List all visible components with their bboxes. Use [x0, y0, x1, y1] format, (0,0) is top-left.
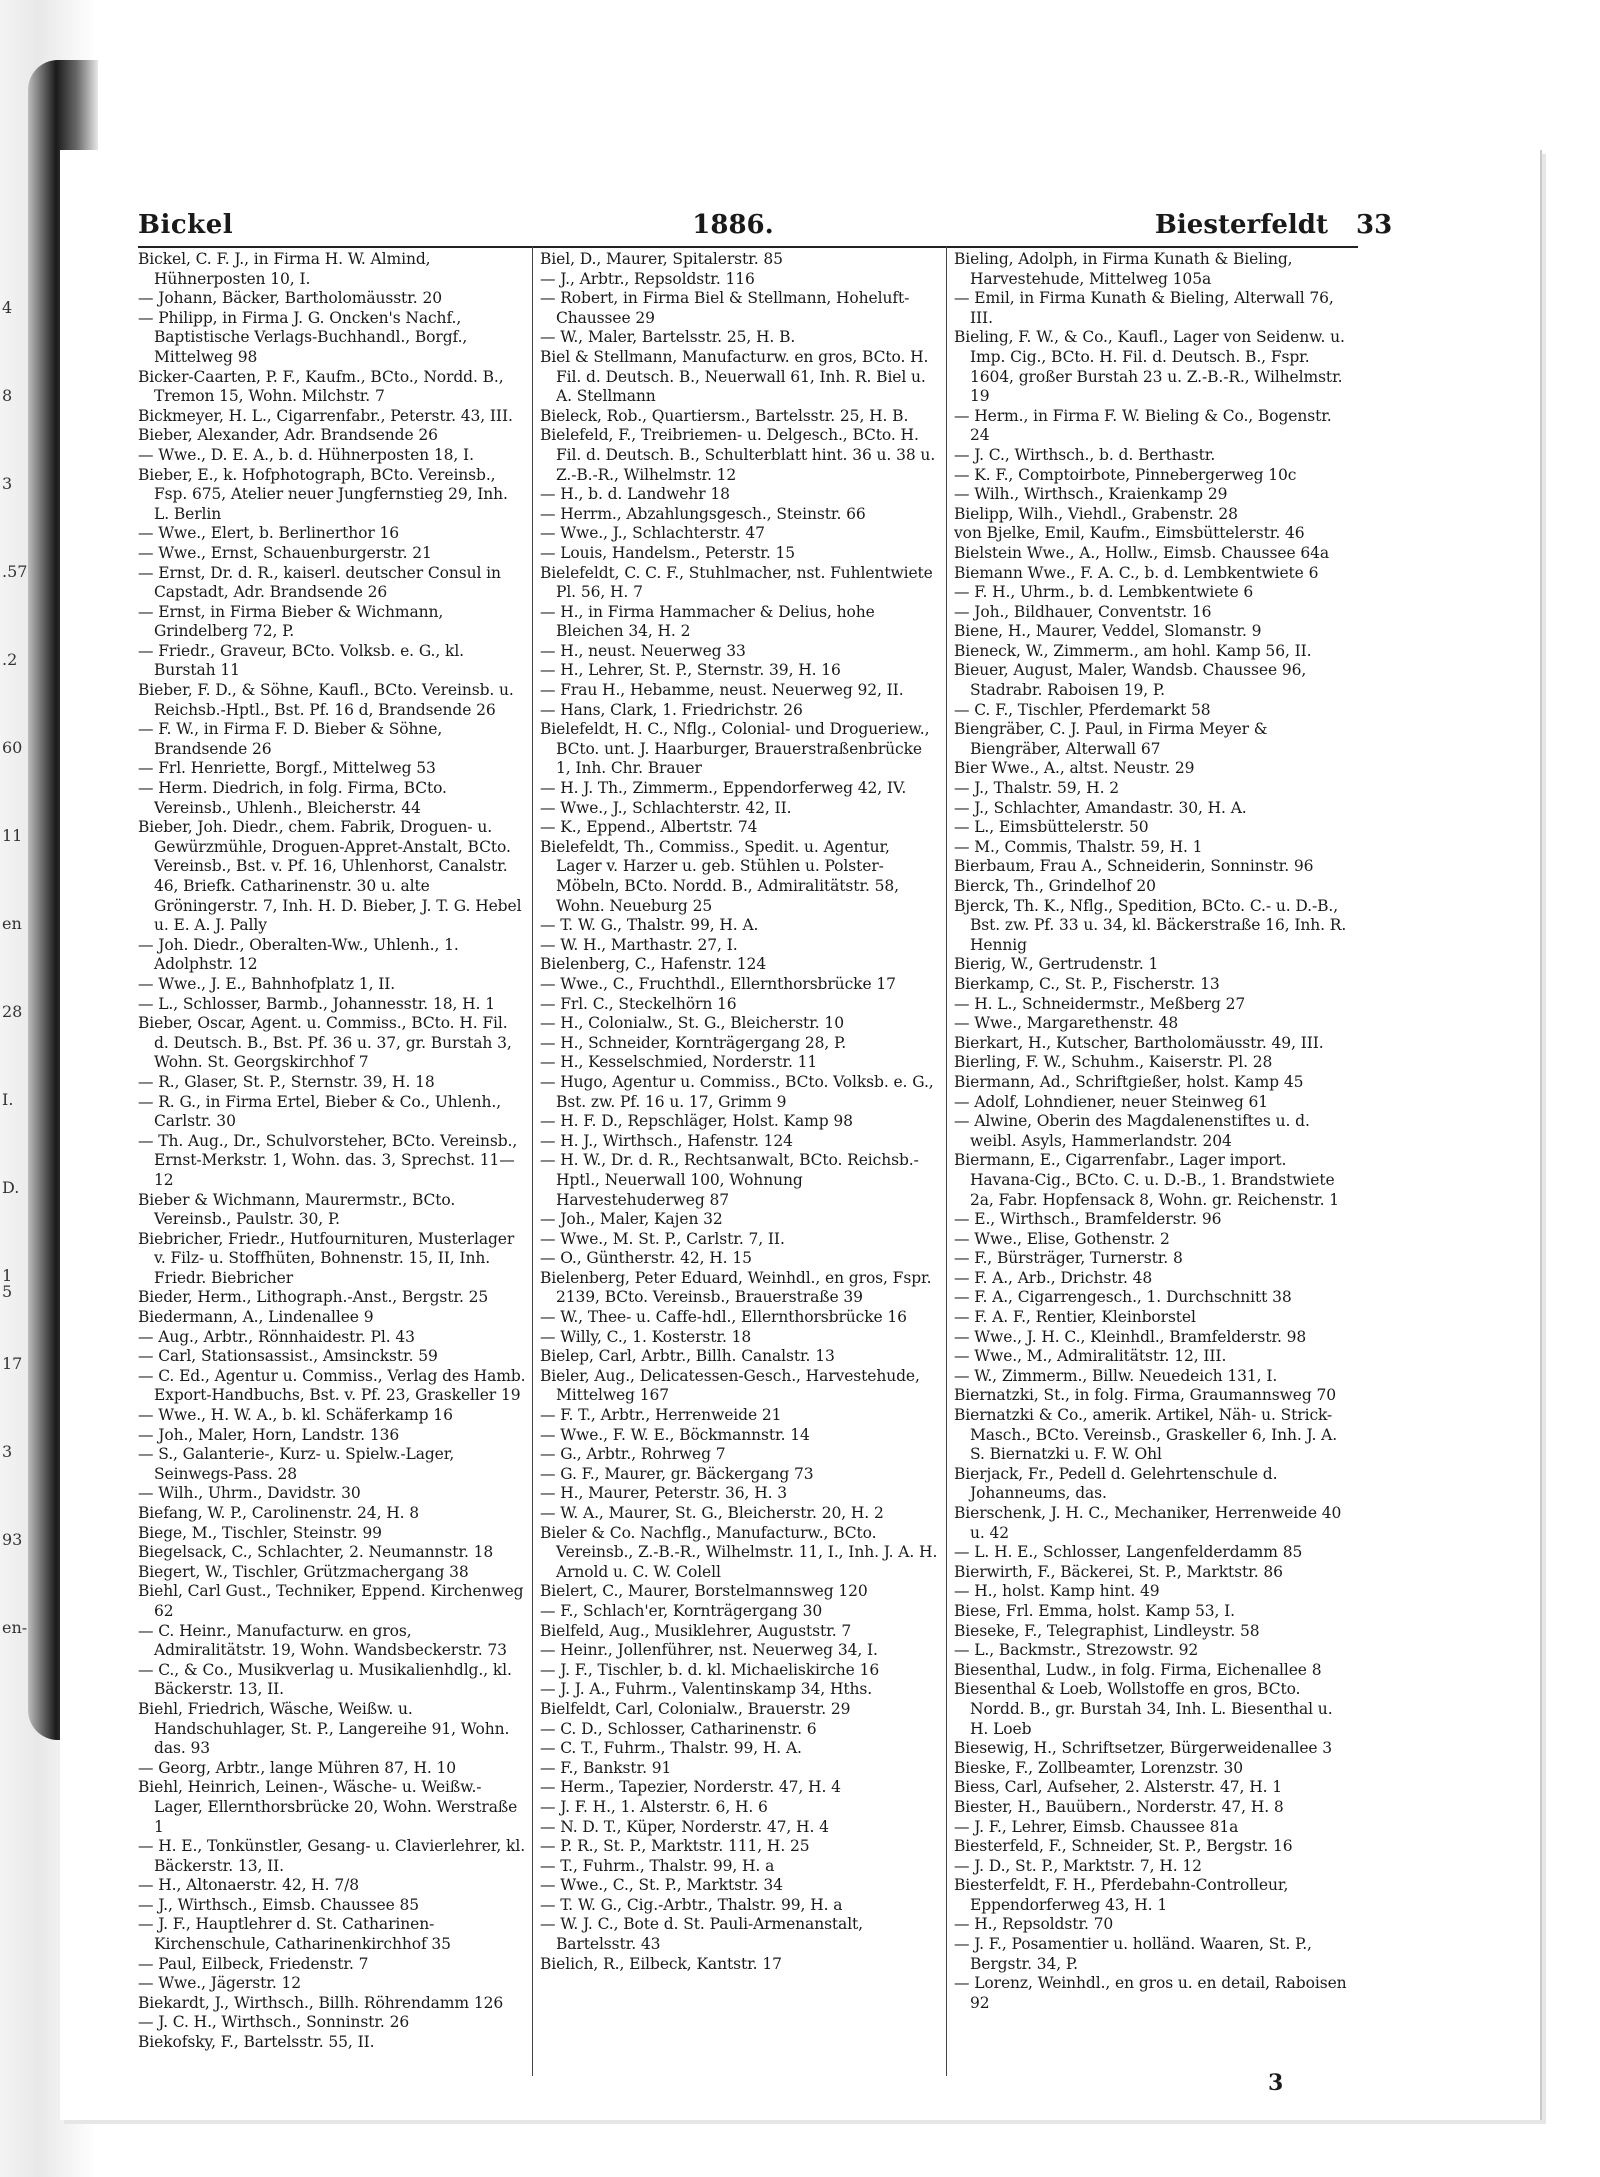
directory-entry: Biermann, E., Cigarrenfabr., Lager import. Havana-Cig., BCto. C. u. D.-B., 1. Brandstwiete 2a, Fabr. Hopfensack 8, Wohn. gr. Reichenstr. 1: [954, 1151, 1339, 1209]
directory-entry: — Joh., Maler, Kajen 32: [540, 1210, 723, 1229]
directory-entry: — H. L., Schneidermstr., Meßberg 27: [954, 994, 1246, 1013]
directory-entry: — Georg, Arbtr., lange Mühren 87, H. 10: [138, 1758, 457, 1777]
directory-entry: Bicker-Caarten, P. F., Kaufm., BCto., Nordd. B., Tremon 15, Wohn. Milchstr. 7: [138, 367, 504, 406]
directory-entry: Bieuer, August, Maler, Wandsb. Chaussee 96, Stadrabr. Raboisen 19, P.: [954, 661, 1307, 700]
directory-entry: — Heinr., Jollenführer, nst. Neuerweg 34, I.: [540, 1641, 878, 1660]
directory-entry: Biekardt, J., Wirthsch., Billh. Röhrendamm 126: [138, 1993, 504, 2012]
directory-entry: Bieber, Alexander, Adr. Brandsende 26: [138, 426, 438, 445]
directory-entry: — Frl. C., Steckelhörn 16: [540, 994, 737, 1013]
directory-entry: — Aug., Arbtr., Rönnhaidestr. Pl. 43: [138, 1327, 415, 1346]
directory-entry: — J. F. H., 1. Alsterstr. 6, H. 6: [540, 1797, 768, 1816]
directory-entry: Bielep, Carl, Arbtr., Billh. Canalstr. 13: [540, 1347, 835, 1366]
directory-entry: — Wwe., J., Schlachterstr. 42, II.: [540, 798, 792, 817]
directory-entry: Bielich, R., Eilbeck, Kantstr. 17: [540, 1954, 782, 1973]
directory-entry: — J. F., Posamentier u. holländ. Waaren, St. P., Bergstr. 34, P.: [954, 1935, 1312, 1973]
directory-entry: Biekofsky, F., Bartelsstr. 55, II.: [138, 2033, 375, 2052]
directory-entry: — W. J. C., Bote d. St. Pauli-Armenanstalt, Bartelsstr. 43: [540, 1915, 864, 1954]
directory-entry: — Th. Aug., Dr., Schulvorsteher, BCto. Vereinsb., Ernst-Merkstr. 1, Wohn. das. 3, Sprechst. 11—12: [138, 1131, 518, 1189]
directory-entry: — T., Fuhrm., Thalstr. 99, H. a: [540, 1856, 775, 1875]
directory-entry: — J. F., Lehrer, Eimsb. Chaussee 81a: [954, 1817, 1239, 1836]
directory-entry: — C. F., Tischler, Pferdemarkt 58: [954, 700, 1211, 719]
directory-entry: — C. Heinr., Manufacturw. en gros, Admiralitätstr. 19, Wohn. Wandsbeckerstr. 73: [138, 1621, 507, 1660]
directory-entry: Biene, H., Maurer, Veddel, Slomanstr. 9: [954, 622, 1262, 641]
directory-entry: — F., Schlach'er, Kornträgergang 30: [540, 1601, 823, 1620]
edge-mark: 17: [2, 1354, 23, 1373]
directory-entry: — Hugo, Agentur u. Commiss., BCto. Volksb. e. G., Bst. zw. Pf. 16 u. 17, Grimm 9: [540, 1072, 934, 1111]
directory-entry: — Wwe., Ernst, Schauenburgerstr. 21: [138, 543, 432, 562]
directory-entry: — J. D., St. P., Marktstr. 7, H. 12: [954, 1856, 1202, 1875]
directory-entry: — Robert, in Firma Biel & Stellmann, Hoheluft-Chaussee 29: [540, 289, 910, 327]
directory-entry: — Hans, Clark, 1. Friedrichstr. 26: [540, 700, 803, 719]
edge-mark: 3: [2, 1442, 13, 1461]
directory-entry: — J. J. A., Fuhrm., Valentinskamp 34, Hths.: [540, 1680, 873, 1699]
directory-entry: Bielefeld, F., Treibriemen- u. Delgesch., BCto. H. Fil. d. Deutsch. B., Schulterblatt hint. 36 u. 38 u. Z.-B.-R., Wilhelmstr. 12: [540, 426, 936, 484]
directory-entry: Bickmeyer, H. L., Cigarrenfabr., Peterstr. 43, III.: [138, 406, 513, 425]
directory-entry: Biernatzki, St., in folg. Firma, Graumannsweg 70: [954, 1386, 1337, 1405]
directory-entry: — R. G., in Firma Ertel, Bieber & Co., Uhlenh., Carlstr. 30: [138, 1092, 502, 1131]
signature-mark: 3: [1268, 2070, 1284, 2096]
directory-entry: Biesenthal, Ludw., in folg. Firma, Eichenallee 8: [954, 1660, 1322, 1679]
directory-entry: Bierwirth, F., Bäckerei, St. P., Marktstr. 86: [954, 1562, 1283, 1581]
directory-entry: — Carl, Stationsassist., Amsinckstr. 59: [138, 1347, 438, 1366]
directory-entry: — W. A., Maurer, St. G., Bleicherstr. 20, H. 2: [540, 1504, 884, 1522]
directory-entry: — Willy, C., 1. Kosterstr. 18: [540, 1327, 752, 1346]
directory-entry: — J., Schlachter, Amandastr. 30, H. A.: [954, 798, 1247, 817]
left-edge-marks: [2, 300, 26, 1700]
directory-entry: — H., Altonaerstr. 42, H. 7/8: [138, 1876, 359, 1895]
edge-mark: 28: [2, 1002, 23, 1021]
directory-entry: — Herm., in Firma F. W. Bieling & Co., Bogenstr. 24: [954, 406, 1332, 445]
directory-entry: — W. H., Marthastr. 27, I.: [540, 935, 738, 954]
directory-entry: — J. F., Tischler, b. d. kl. Michaeliskirche 16: [540, 1660, 880, 1679]
directory-entry: — O., Güntherstr. 42, H. 15: [540, 1249, 752, 1268]
directory-entry: — Herm. Diedrich, in folg. Firma, BCto. Vereinsb., Uhlenh., Bleicherstr. 44: [138, 779, 447, 817]
directory-entry: Bielert, C., Maurer, Borstelmannsweg 120: [540, 1582, 868, 1601]
directory-entry: — W., Thee- u. Caffe-hdl., Ellernthorsbrücke 16: [540, 1308, 907, 1327]
edge-mark: 93: [2, 1530, 23, 1549]
directory-entry: Biehl, Heinrich, Leinen-, Wäsche- u. Weißw.-Lager, Ellernthorsbrücke 20, Wohn. Werstraße 1: [138, 1778, 518, 1836]
directory-entry: — Wwe., C., St. P., Marktstr. 34: [540, 1876, 783, 1895]
directory-entry: — Wwe., J., Schlachterstr. 47: [540, 524, 765, 543]
directory-entry: — E., Wirthsch., Bramfelderstr. 96: [954, 1210, 1222, 1229]
directory-entry: Biehl, Carl Gust., Techniker, Eppend. Kirchenweg 62: [138, 1582, 524, 1620]
directory-entry: von Bjelke, Emil, Kaufm., Eimsbüttelerstr. 46: [954, 524, 1305, 543]
directory-entry: Bierschenk, J. H. C., Mechaniker, Herrenweide 40 u. 42: [954, 1504, 1342, 1542]
edge-mark: 11: [2, 826, 23, 845]
directory-entry: — H. F. D., Repschläger, Holst. Kamp 98: [540, 1112, 853, 1131]
directory-entry: Biehl, Friedrich, Wäsche, Weißw. u. Handschuhlager, St. P., Langereihe 91, Wohn. das. 93: [138, 1699, 510, 1758]
directory-entry: Bielefeldt, Th., Commiss., Spedit. u. Agentur, Lager v. Harzer u. geb. Stühlen u. Polster-Möbeln, BCto. Nordd. B., Admiralitätstr. 58, Wohn. Neueburg 25: [540, 837, 899, 915]
directory-entry: Bieseke, F., Telegraphist, Lindleystr. 58: [954, 1621, 1260, 1640]
directory-entry: — Frau H., Hebamme, neust. Neuerweg 92, II.: [540, 681, 904, 700]
directory-entry: Bierck, Th., Grindelhof 20: [954, 877, 1156, 895]
directory-entry: Biemann Wwe., F. A. C., b. d. Lembkentwiete 6: [954, 563, 1319, 582]
directory-entry: — C. Ed., Agentur u. Commiss., Verlag des Hamb. Export-Handbuchs, Bst. v. Pf. 23, Graskeller 19: [138, 1366, 526, 1405]
directory-entry: Bierkart, H., Kutscher, Bartholomäusstr. 49, III.: [954, 1033, 1324, 1052]
directory-entry: — Joh., Bildhauer, Conventstr. 16: [954, 602, 1212, 621]
edge-mark: en: [2, 914, 22, 933]
directory-entry: — H., neust. Neuerweg 33: [540, 641, 746, 660]
directory-entry: — Herm., Tapezier, Norderstr. 47, H. 4: [540, 1778, 841, 1797]
directory-entry: Biel, D., Maurer, Spitalerstr. 85: [540, 250, 783, 268]
directory-entry: Biesenthal & Loeb, Wollstoffe en gros, BCto. Nordd. B., gr. Burstah 34, Inh. L. Biesenthal u. H. Loeb: [954, 1680, 1333, 1738]
directory-entry: — G., Arbtr., Rohrweg 7: [540, 1445, 726, 1464]
directory-entry: Biesterfeld, F., Schneider, St. P., Bergstr. 16: [954, 1837, 1293, 1856]
directory-entry: — Wwe., J. H. C., Kleinhdl., Bramfelderstr. 98: [954, 1327, 1307, 1346]
edge-mark: 3: [2, 474, 13, 493]
directory-entry: Biese, Frl. Emma, holst. Kamp 53, I.: [954, 1601, 1235, 1620]
directory-entry: — Wilh., Wirthsch., Kraienkamp 29: [954, 485, 1228, 504]
directory-entry: Bielipp, Wilh., Viehdl., Grabenstr. 28: [954, 504, 1238, 523]
directory-entry: — C. T., Fuhrm., Thalstr. 99, H. A.: [540, 1739, 802, 1758]
directory-entry: — M., Commis, Thalstr. 59, H. 1: [954, 837, 1203, 856]
directory-entry: — H., Schneider, Kornträgergang 28, P.: [540, 1033, 847, 1052]
directory-entry: — Wwe., Elise, Gothenstr. 2: [954, 1229, 1170, 1248]
directory-entry: — Wwe., Jägerstr. 12: [138, 1974, 302, 1993]
directory-entry: Bielenberg, Peter Eduard, Weinhdl., en gros, Fspr. 2139, BCto. Vereinsb., Brauerstraße 39: [540, 1268, 932, 1307]
directory-entry: — H., Repsoldstr. 70: [954, 1915, 1114, 1934]
header-right-word: Biesterfeldt: [1154, 210, 1328, 240]
directory-entry: — T. W. G., Cig.-Arbtr., Thalstr. 99, H. a: [540, 1895, 843, 1914]
directory-entry: — Wwe., Margarethenstr. 48: [954, 1014, 1179, 1033]
page-content: [138, 210, 1518, 2130]
page-number: 33: [1356, 210, 1393, 240]
directory-entry: Biegert, W., Tischler, Grützmachergang 38: [138, 1562, 469, 1581]
directory-entry: — Wwe., Elert, b. Berlinerthor 16: [138, 524, 400, 543]
directory-entry: Biegelsack, C., Schlachter, 2. Neumannstr. 18: [138, 1543, 494, 1562]
directory-entry: — Friedr., Graveur, BCto. Volksb. e. G., kl. Burstah 11: [138, 641, 465, 680]
column-3: [954, 250, 1354, 2070]
edge-mark: 60: [2, 738, 23, 757]
directory-entry: — G. F., Maurer, gr. Bäckergang 73: [540, 1464, 814, 1483]
directory-entry: Bieber & Wichmann, Maurermstr., BCto. Vereinsb., Paulstr. 30, P.: [138, 1190, 456, 1229]
directory-entry: — J. F., Hauptlehrer d. St. Catharinen-Kirchenschule, Catharinenkirchhof 35: [138, 1915, 451, 1954]
directory-entry: Biebricher, Friedr., Hutfournituren, Musterlager v. Filz- u. Stoffhüten, Bohnenstr. 15, II, Inh. Friedr. Biebricher: [138, 1229, 515, 1287]
directory-entry: Bjerck, Th. K., Nflg., Spedition, BCto. C.- u. D.-B., Bst. zw. Pf. 33 u. 34, kl. Bäckerstraße 16, Inh. R. Hennig: [954, 896, 1347, 954]
edge-mark: en-: [2, 1618, 28, 1637]
directory-entry: — S., Galanterie-, Kurz- u. Spielw.-Lager, Seinwegs-Pass. 28: [138, 1445, 455, 1483]
directory-entry: — F. W., in Firma F. D. Bieber & Söhne, Brandsende 26: [138, 720, 443, 758]
directory-entry: — Louis, Handelsm., Peterstr. 15: [540, 543, 796, 562]
directory-entry: — H., Lehrer, St. P., Sternstr. 39, H. 16: [540, 661, 841, 680]
directory-entry: — F. A., Cigarrengesch., 1. Durchschnitt 38: [954, 1288, 1292, 1307]
directory-entry: Bieling, Adolph, in Firma Kunath & Bieling, Harvestehude, Mittelweg 105a: [954, 250, 1293, 288]
directory-entry: — J., Thalstr. 59, H. 2: [954, 779, 1119, 798]
directory-entry: Bieber, Joh. Diedr., chem. Fabrik, Droguen- u. Gewürzmühle, Droguen-Appret-Anstalt, BCto. Vereinsb., Bst. v. Pf. 16, Uhlenhorst, Canalstr. 46, Briefk. Catharinenstr. 30 u. alte Gröningerstr. 7, Inh. H. D. Bieber, J. T. G. Hebel u. E. A. J. Pally: [138, 818, 522, 935]
directory-entry: — J., Arbtr., Repsoldstr. 116: [540, 269, 755, 288]
directory-entry: Bieler & Co. Nachflg., Manufacturw., BCto. Vereinsb., Z.-B.-R., Wilhelmstr. 11, I., Inh. J. A. H. Arnold u. C. W. Colell: [540, 1523, 938, 1581]
directory-entry: — T. W. G., Thalstr. 99, H. A.: [540, 916, 759, 935]
directory-entry: — L. H. E., Schlosser, Langenfelderdamm 85: [954, 1543, 1303, 1562]
directory-entry: — H., in Firma Hammacher & Delius, hohe Bleichen 34, H. 2: [540, 602, 875, 641]
directory-entry: — R., Glaser, St. P., Sternstr. 39, H. 18: [138, 1072, 435, 1091]
directory-entry: Biernatzki & Co., amerik. Artikel, Näh- u. Strick-Masch., BCto. Vereinsb., Graskeller 6, Inh. J. A. S. Biernatzki u. F. W. Ohl: [954, 1406, 1338, 1464]
directory-entry: — H., Maurer, Peterstr. 36, H. 3: [540, 1484, 788, 1503]
directory-entry: — H. E., Tonkünstler, Gesang- u. Clavierlehrer, kl. Bäckerstr. 13, II.: [138, 1837, 526, 1875]
directory-entry: — J., Wirthsch., Eimsb. Chaussee 85: [138, 1895, 420, 1914]
directory-entry: — C., & Co., Musikverlag u. Musikalienhdlg., kl. Bäckerstr. 13, II.: [138, 1660, 512, 1699]
directory-entry: Biesterfeldt, F. H., Pferdebahn-Controlleur, Eppendorferweg 43, H. 1: [954, 1876, 1289, 1914]
directory-entry: — Johann, Bäcker, Bartholomäusstr. 20: [138, 289, 442, 308]
directory-entry: — L., Eimsbüttelerstr. 50: [954, 818, 1149, 837]
edge-mark: 8: [2, 386, 13, 405]
directory-entry: Bieling, F. W., & Co., Kaufl., Lager von Seidenw. u. Imp. Cig., BCto. H. Fil. d. Deutsch. B., Fspr. 1604, großer Burstah 23 u. Z.-B.-R., Wilhelmstr. 19: [954, 328, 1345, 406]
directory-entry: Biedermann, A., Lindenallee 9: [138, 1308, 374, 1327]
header-left-word: Bickel: [138, 210, 234, 240]
directory-entry: Bier Wwe., A., altst. Neustr. 29: [954, 759, 1195, 778]
header-rule: [138, 246, 1358, 248]
directory-entry: Bieneck, W., Zimmerm., am hohl. Kamp 56, II.: [954, 641, 1312, 660]
directory-entry: — Philipp, in Firma J. G. Oncken's Nachf., Baptistische Verlags-Buchhandl., Borgf., Mittelweg 98: [138, 308, 468, 366]
directory-entry: — H. J., Wirthsch., Hafenstr. 124: [540, 1131, 793, 1150]
directory-entry: Bierling, F. W., Schuhm., Kaiserstr. Pl. 28: [954, 1053, 1273, 1072]
directory-entry: — H. J. Th., Zimmerm., Eppendorferweg 42, IV.: [540, 779, 907, 798]
directory-entry: Bielenberg, C., Hafenstr. 124: [540, 955, 767, 974]
directory-entry: Bieleck, Rob., Quartiersm., Bartelsstr. 25, H. B.: [540, 406, 909, 425]
directory-page: [60, 150, 1542, 2120]
directory-entry: — Ernst, in Firma Bieber & Wichmann, Grindelberg 72, P.: [138, 602, 444, 641]
directory-entry: Bickel, C. F. J., in Firma H. W. Almind, Hühnerposten 10, I.: [138, 250, 431, 288]
directory-entry: — J. C. H., Wirthsch., Sonninstr. 26: [138, 2013, 410, 2032]
directory-entry: Bierjack, Fr., Pedell d. Gelehrtenschule d. Johanneums, das.: [954, 1464, 1278, 1503]
directory-entry: — Wwe., M., Admiralitätstr. 12, III.: [954, 1347, 1227, 1366]
edge-mark: .2: [2, 650, 18, 669]
directory-entry: — H., Kesselschmied, Norderstr. 11: [540, 1053, 818, 1072]
directory-entry: — W., Maler, Bartelsstr. 25, H. B.: [540, 328, 796, 347]
directory-entry: — Wwe., C., Fruchthdl., Ellernthorsbrücke 17: [540, 974, 896, 993]
directory-entry: — Joh., Maler, Horn, Landstr. 136: [138, 1425, 400, 1444]
directory-entry: Bielfeld, Aug., Musiklehrer, Auguststr. 7: [540, 1621, 852, 1640]
directory-entry: — Frl. Henriette, Borgf., Mittelweg 53: [138, 759, 436, 778]
directory-entry: Bierig, W., Gertrudenstr. 1: [954, 955, 1159, 974]
directory-entry: — L., Schlosser, Barmb., Johannesstr. 18, H. 1: [138, 994, 495, 1013]
header-year: 1886.: [692, 210, 774, 240]
column-2: [540, 250, 940, 2070]
directory-entry: Biermann, Ad., Schriftgießer, holst. Kamp 45: [954, 1072, 1304, 1091]
directory-entry: — F. T., Arbtr., Herrenweide 21: [540, 1406, 782, 1425]
directory-entry: — J. C., Wirthsch., b. d. Berthastr.: [954, 445, 1216, 464]
directory-entry: — Paul, Eilbeck, Friedenstr. 7: [138, 1954, 369, 1973]
directory-entry: Bielefeldt, H. C., Nflg., Colonial- und Drogueriew., BCto. unt. J. Haarburger, Brauerstraßenbrücke 1, Inh. Chr. Brauer: [540, 720, 930, 778]
directory-entry: — Ernst, Dr. d. R., kaiserl. deutscher Consul in Capstadt, Adr. Brandsende 26: [138, 563, 501, 602]
directory-entry: — Wwe., H. W. A., b. kl. Schäferkamp 16: [138, 1406, 453, 1425]
directory-entry: — F., Bankstr. 91: [540, 1758, 672, 1777]
directory-entry: Biefang, W. P., Carolinenstr. 24, H. 8: [138, 1504, 420, 1522]
directory-entry: — Wwe., F. W. E., Böckmannstr. 14: [540, 1425, 810, 1444]
edge-mark: .57: [2, 562, 28, 581]
edge-mark: I.: [2, 1090, 14, 1109]
directory-entry: Bieber, F. D., & Söhne, Kaufl., BCto. Vereinsb. u. Reichsb.-Hptl., Bst. Pf. 16 d, Brandsende 26: [138, 681, 514, 719]
directory-entry: Bieler, Aug., Delicatessen-Gesch., Harvestehude, Mittelweg 167: [540, 1366, 920, 1405]
directory-entry: Biess, Carl, Aufseher, 2. Alsterstr. 47, H. 1: [954, 1778, 1283, 1797]
edge-mark: 1 5: [2, 1266, 13, 1301]
directory-entry: Bieber, E., k. Hofphotograph, BCto. Vereinsb., Fsp. 675, Atelier neuer Jungfernstieg 29, Inh. L. Berlin: [138, 465, 508, 523]
edge-mark: 4: [2, 298, 13, 317]
directory-entry: — Lorenz, Weinhdl., en gros u. en detail, Raboisen 92: [954, 1974, 1347, 2012]
directory-entry: — F. H., Uhrm., b. d. Lembkentwiete 6: [954, 583, 1254, 602]
directory-entry: — P. R., St. P., Marktstr. 111, H. 25: [540, 1837, 810, 1856]
directory-entry: Biel & Stellmann, Manufacturw. en gros, BCto. H. Fil. d. Deutsch. B., Neuerwall 61, Inh. R. Biel u. A. Stellmann: [540, 347, 929, 406]
directory-entry: — Emil, in Firma Kunath & Bieling, Alterwall 76, III.: [954, 289, 1334, 327]
directory-entry: — F. A., Arb., Drichstr. 48: [954, 1268, 1153, 1287]
directory-entry: — W., Zimmerm., Billw. Neuedeich 131, I.: [954, 1366, 1278, 1385]
directory-entry: — Wwe., J. E., Bahnhofplatz 1, II.: [138, 974, 396, 993]
directory-entry: — Wilh., Uhrm., Davidstr. 30: [138, 1484, 361, 1503]
directory-entry: Biege, M., Tischler, Steinstr. 99: [138, 1523, 382, 1542]
directory-entry: Biesewig, H., Schriftsetzer, Bürgerweidenallee 3: [954, 1739, 1333, 1758]
directory-entry: — Wwe., M. St. P., Carlstr. 7, II.: [540, 1229, 785, 1248]
directory-entry: — Wwe., D. E. A., b. d. Hühnerposten 18, I.: [138, 445, 474, 464]
directory-entry: — K. F., Comptoirbote, Pinnebergerweg 10c: [954, 465, 1297, 484]
directory-entry: — H., Colonialw., St. G., Bleicherstr. 10: [540, 1014, 844, 1033]
directory-entry: — H., b. d. Landwehr 18: [540, 485, 730, 504]
directory-entry: Bieber, Oscar, Agent. u. Commiss., BCto. H. Fil. d. Deutsch. B., Bst. Pf. 36 u. 37, gr. Burstah 3, Wohn. St. Georgskirchhof 7: [138, 1014, 512, 1072]
directory-entry: — C. D., Schlosser, Catharinenstr. 6: [540, 1719, 817, 1738]
directory-entry: Biester, H., Bauübern., Norderstr. 47, H. 8: [954, 1797, 1284, 1816]
directory-entry: Bierkamp, C., St. P., Fischerstr. 13: [954, 974, 1220, 993]
directory-entry: Bierbaum, Frau A., Schneiderin, Sonninstr. 96: [954, 857, 1314, 876]
directory-entry: Bielstein Wwe., A., Hollw., Eimsb. Chaussee 64a: [954, 543, 1330, 562]
directory-entry: — H., holst. Kamp hint. 49: [954, 1582, 1160, 1601]
directory-entry: — Alwine, Oberin des Magdalenenstiftes u. d. weibl. Asyls, Hammerlandstr. 204: [954, 1112, 1310, 1150]
directory-entry: — H. W., Dr. d. R., Rechtsanwalt, BCto. Reichsb.-Hptl., Neuerwall 100, Wohnung Harvestehuderweg 87: [540, 1151, 919, 1209]
directory-entry: Biengräber, C. J. Paul, in Firma Meyer & Biengräber, Alterwall 67: [954, 720, 1268, 758]
running-header: [138, 210, 1393, 242]
directory-entry: — Adolf, Lohndiener, neuer Steinweg 61: [954, 1092, 1269, 1111]
column-rule-2: [946, 246, 947, 2076]
directory-entry: Bieske, F., Zollbeamter, Lorenzstr. 30: [954, 1758, 1244, 1777]
directory-entry: — F., Bürsträger, Turnerstr. 8: [954, 1249, 1183, 1268]
directory-entry: — Herrm., Abzahlungsgesch., Steinstr. 66: [540, 504, 866, 523]
directory-entry: Bielefeldt, C. C. F., Stuhlmacher, nst. Fuhlentwiete Pl. 56, H. 7: [540, 563, 933, 602]
directory-entry: — Joh. Diedr., Oberalten-Ww., Uhlenh., 1. Adolphstr. 12: [138, 935, 459, 974]
directory-entry: — F. A. F., Rentier, Kleinborstel: [954, 1308, 1196, 1327]
edge-mark: D.: [2, 1178, 20, 1197]
directory-entry: — N. D. T., Küper, Norderstr. 47, H. 4: [540, 1817, 829, 1836]
directory-entry: — L., Backmstr., Strezowstr. 92: [954, 1641, 1199, 1660]
directory-entry: Bieder, Herm., Lithograph.-Anst., Bergstr. 25: [138, 1288, 489, 1307]
column-rule-1: [532, 246, 533, 2076]
directory-entry: — K., Eppend., Albertstr. 74: [540, 818, 758, 837]
directory-entry: Bielfeldt, Carl, Colonialw., Brauerstr. 29: [540, 1699, 851, 1718]
column-1: [138, 250, 526, 2070]
